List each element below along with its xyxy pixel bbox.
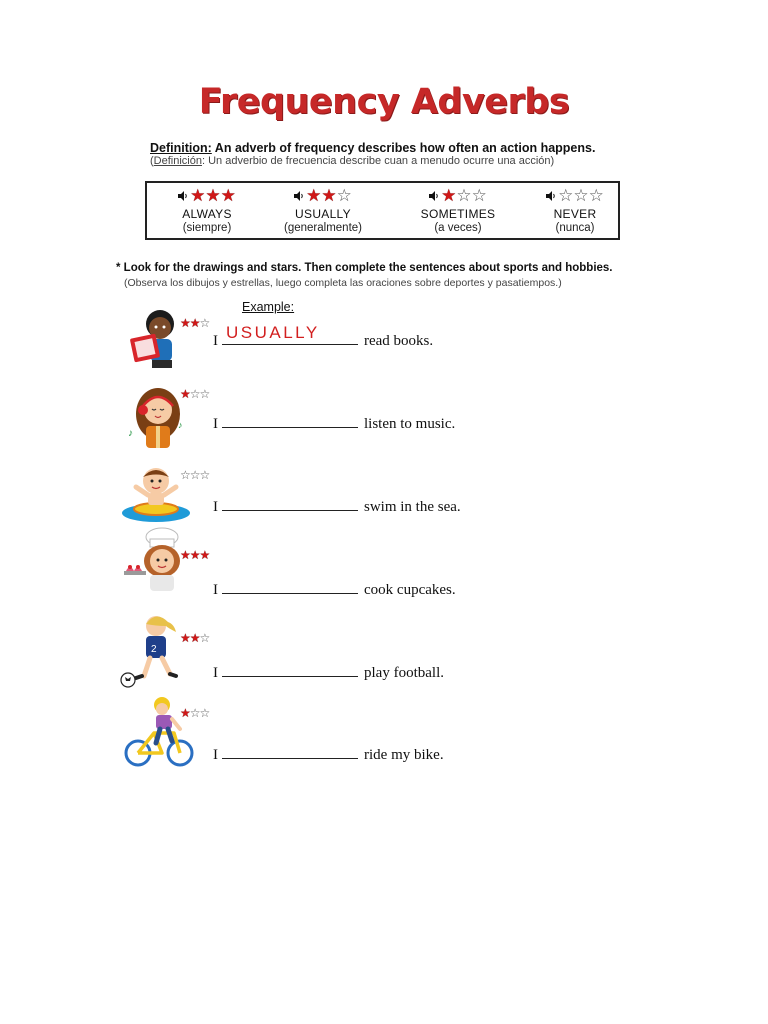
exercise-row xyxy=(0,697,768,767)
star-filled-icon: ★ xyxy=(180,387,190,401)
answer-blank[interactable] xyxy=(222,579,358,594)
star-empty-icon: ☆ xyxy=(558,186,574,205)
star-filled-icon: ★ xyxy=(189,548,200,562)
scale-translation: (a veces) xyxy=(434,222,482,234)
scale-term: NEVER xyxy=(553,207,597,221)
exercise-sentence xyxy=(213,323,434,350)
sentence-rest: swim in the sea. xyxy=(364,499,461,515)
exercise-stars xyxy=(180,316,209,330)
answer-blank[interactable] xyxy=(222,496,358,511)
exercise-stars xyxy=(180,387,209,401)
star-filled-icon: ★ xyxy=(205,186,221,205)
example-label: Example: xyxy=(242,300,295,314)
star-filled-icon: ★ xyxy=(180,316,190,330)
scale-term: ALWAYS xyxy=(182,207,232,221)
instructions-es: (Observa los dibujos y estrellas, luego completa las oraciones sobre deportes y pasatiempos.) xyxy=(124,277,562,289)
star-empty-icon: ☆ xyxy=(199,468,210,482)
definition-es-label: Definición xyxy=(153,155,202,167)
scale-always xyxy=(147,187,267,234)
speaker-icon xyxy=(178,191,188,201)
sentence-rest: listen to music. xyxy=(364,416,456,432)
star-filled-icon: ★ xyxy=(321,186,337,205)
answer-blank[interactable] xyxy=(222,744,358,759)
scale-sometimes xyxy=(398,187,518,234)
star-empty-icon: ☆ xyxy=(588,186,604,205)
definition-es-text: : Un adverbio de frecuencia describe cuan a menudo ocurre una acción) xyxy=(201,155,555,167)
sentence-rest: play football. xyxy=(364,665,444,681)
scale-stars xyxy=(263,187,383,205)
star-filled-icon: ★ xyxy=(180,706,190,720)
definition-text: An adverb of frequency describes how often an action happens. xyxy=(211,141,596,155)
star-empty-icon: ☆ xyxy=(471,186,487,205)
scale-stars xyxy=(515,187,635,205)
sentence-subject: I xyxy=(213,665,218,681)
exercise-row xyxy=(0,614,768,684)
star-empty-icon: ☆ xyxy=(573,186,589,205)
exercise-stars xyxy=(180,706,209,720)
star-empty-icon: ☆ xyxy=(189,387,200,401)
svg-text:♪: ♪ xyxy=(128,428,133,439)
scale-term: USUALLY xyxy=(295,207,351,221)
exercise-sentence xyxy=(213,413,455,433)
speaker-icon xyxy=(294,191,304,201)
star-filled-icon: ★ xyxy=(189,316,200,330)
definition-en xyxy=(150,141,595,155)
exercise-stars xyxy=(180,631,209,645)
star-empty-icon: ☆ xyxy=(336,186,352,205)
sentence-rest: cook cupcakes. xyxy=(364,582,456,598)
sentence-subject: I xyxy=(213,499,218,515)
exercise-sentence xyxy=(213,496,461,516)
star-filled-icon: ★ xyxy=(190,186,206,205)
star-filled-icon: ★ xyxy=(199,548,210,562)
page-title: Frequency Adverbs xyxy=(198,82,570,122)
scale-translation: (siempre) xyxy=(182,222,232,234)
star-empty-icon: ☆ xyxy=(189,468,200,482)
star-filled-icon: ★ xyxy=(306,186,322,205)
star-empty-icon: ☆ xyxy=(189,706,200,720)
scale-usually xyxy=(263,187,383,234)
exercise-stars xyxy=(180,548,209,562)
scale-stars xyxy=(147,187,267,205)
answer-blank[interactable] xyxy=(222,662,358,677)
frequency-scale-box xyxy=(145,181,620,240)
exercise-sentence xyxy=(213,744,444,764)
definition-label: Definition: xyxy=(150,141,212,155)
answer-blank[interactable] xyxy=(222,413,358,428)
boy-reading-icon xyxy=(118,302,196,372)
star-filled-icon: ★ xyxy=(180,548,190,562)
star-filled-icon: ★ xyxy=(441,186,457,205)
star-empty-icon: ☆ xyxy=(199,706,210,720)
definition-es xyxy=(150,155,554,167)
star-filled-icon: ★ xyxy=(180,631,190,645)
exercise-row xyxy=(0,384,768,454)
instructions-en: * Look for the drawings and stars. Then complete the sentences about sports and hobbies. xyxy=(116,262,613,274)
exercise-row xyxy=(0,463,768,533)
scale-term: SOMETIMES xyxy=(420,207,496,221)
exercise-sentence xyxy=(213,579,456,599)
sentence-subject: I xyxy=(213,747,218,763)
definition-es-open: ( xyxy=(150,155,154,167)
star-empty-icon: ☆ xyxy=(456,186,472,205)
speaker-icon xyxy=(546,191,556,201)
svg-text:♪: ♪ xyxy=(178,420,183,430)
answer-blank[interactable] xyxy=(222,323,358,345)
star-empty-icon: ☆ xyxy=(199,631,210,645)
star-empty-icon: ☆ xyxy=(199,316,210,330)
sentence-subject: I xyxy=(213,582,218,598)
star-filled-icon: ★ xyxy=(189,631,200,645)
exercise-row xyxy=(0,527,768,597)
exercise-sentence xyxy=(213,662,444,682)
sentence-rest: read books. xyxy=(364,333,434,349)
exercise-stars xyxy=(180,468,209,482)
scale-translation: (generalmente) xyxy=(284,222,362,234)
star-empty-icon: ☆ xyxy=(199,387,210,401)
girl-football-icon xyxy=(118,614,196,690)
star-empty-icon: ☆ xyxy=(180,468,190,482)
scale-translation: (nunca) xyxy=(555,222,595,234)
scale-never xyxy=(515,187,635,234)
scale-stars xyxy=(398,187,518,205)
svg-text:2: 2 xyxy=(151,644,157,655)
speaker-icon xyxy=(429,191,439,201)
star-filled-icon: ★ xyxy=(220,186,236,205)
answer-text: USUALLY xyxy=(226,323,320,342)
sentence-subject: I xyxy=(213,333,218,349)
sentence-rest: ride my bike. xyxy=(364,747,444,763)
girl-chef-icon xyxy=(118,527,196,597)
exercise-row xyxy=(0,302,768,372)
sentence-subject: I xyxy=(213,416,218,432)
